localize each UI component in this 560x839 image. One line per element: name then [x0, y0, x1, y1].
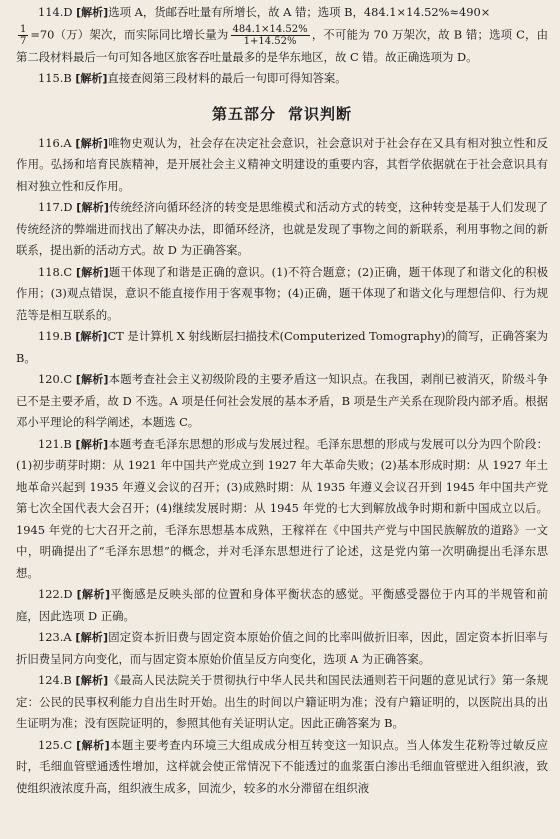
- question-number: 121.B: [38, 436, 72, 451]
- answer-text: 选项 A，货邮吞吐量有所增长，故 A 错；选项 B，484.1×14.52%≈490×: [108, 5, 491, 19]
- analysis-tag: [解析]: [75, 373, 109, 386]
- answer-124: [16, 670, 548, 735]
- answer-119: [16, 326, 548, 369]
- question-number: 117.D: [38, 200, 73, 214]
- answer-text: 唯物史观认为，社会存在决定社会意识，社会意识对于社会存在又具有相对独立性和反作用。弘扬和培育民族精神，是开展社会主义精神文明建设的重要内容，其哲学依据就在于社会意识具有相对独立性和反作用。: [16, 135, 548, 193]
- answer-text: 传统经济向循环经济的转变是思维模式和活动方式的转变，这种转变是基于人们发现了传统经济的弊端进而找出了解决办法，即循环经济，也就是发现了事物之间的新联系，利用事物之间的新联系，提出新的活动方式。故 D 为正确答案。: [16, 200, 548, 257]
- answer-text: 固定资本折旧费与固定资本原始价值之间的比率叫做折旧率，因此，固定资本折旧率与折旧费呈同方向变化，而与固定资本原始价值呈反方向变化，选项 A 为正确答案。: [16, 630, 548, 666]
- answer-120: [16, 369, 548, 434]
- answer-text: 题干体现了和谐是正确的意识。(1)不符合题意；(2)正确，题干体现了和谐文化的积极作用；(3)观点错误，意识不能直接作用于客观事物；(4)正确，题干体现了和谐文化与理想信仰、行为规范等是相互联系的。: [16, 264, 549, 322]
- answer-text: =70（万）架次，而实际同比增长量为: [30, 27, 229, 41]
- section-heading: [16, 104, 548, 124]
- question-number: 114.D: [38, 5, 73, 19]
- question-number: 122.D: [38, 587, 73, 601]
- answer-114-continued: [16, 24, 548, 69]
- fraction-growth: $\frac{484.1\times 14.52\%}{1+14.52\%}$: [232, 23, 308, 47]
- question-number: 125.C: [38, 737, 73, 752]
- answer-125: [16, 735, 548, 800]
- answer-text: ，不可能为 70 万架次，故 B 错；选项 C，由第二段材料最后一句可知各地区旅客吞吐量最多的是华东地区，故 C 错。故正确选项为 D。: [16, 27, 548, 64]
- answer-text: 平衡感是反映头部的位置和身体平衡状态的感觉。平衡感受器位于内耳的半规管和前庭，因此选项 D 正确。: [16, 587, 548, 623]
- analysis-tag: [解析]: [76, 6, 109, 19]
- answer-121: [16, 434, 548, 585]
- analysis-tag: [解析]: [76, 738, 110, 752]
- answer-116: [16, 133, 548, 198]
- analysis-tag: [解析]: [75, 674, 109, 687]
- analysis-tag: [解析]: [76, 201, 109, 214]
- answer-text: 本题主要考查内环境三大组成成分相互转变这一知识点。当人体发生花粉等过敏反应时，毛细血管壁通透性增加，这样就会使正常情况下不能透过的血浆蛋白渗出毛细血管壁进入组织液，致使组织液浓度升高，组织液生成多，回流少，较多的水分滞留在组织液: [16, 737, 548, 795]
- analysis-tag: [解析]: [75, 437, 109, 451]
- answer-117: [16, 197, 548, 262]
- answer-123: [16, 627, 548, 670]
- question-number: 118.C: [38, 264, 73, 279]
- question-number: 120.C: [38, 372, 73, 386]
- answer-text: CT 是计算机 X 射线断层扫描技术(Computerized Tomography)的简写，正确答案为 B。: [16, 329, 548, 365]
- answer-text: 《最高人民法院关于贯彻执行中华人民共和国民法通则若干问题的意见试行》第一条规定：公民的民事权利能力自出生时开始。出生的时间以户籍证明为准；没有户籍证明的，以医院出具的出生证明为准；没有医院证明的，参照其他有关证明认定。因此正确答案为 B。: [16, 673, 548, 730]
- question-number: 115.B: [38, 71, 72, 85]
- analysis-tag: [解析]: [75, 265, 109, 279]
- answer-122: [16, 584, 548, 627]
- question-number: 124.B: [38, 673, 72, 687]
- question-number: 116.A: [38, 135, 72, 150]
- question-number: 119.B: [38, 329, 72, 343]
- answer-text: 直接查阅第三段材料的最后一句即可得知答案。: [107, 71, 347, 85]
- answer-text: 本题考查社会主义初级阶段的主要矛盾这一知识点。在我国，剥削已被消灭，阶级斗争已不是主要矛盾，故 D 不选。A 项是任何社会发展的基本矛盾，B 项是生产关系在现阶段内部矛盾。根据邓小平理论的科学阐述，本题选 C。: [16, 372, 548, 429]
- analysis-tag: [解析]: [75, 136, 109, 150]
- section-part: 第五部分: [211, 104, 276, 123]
- answer-text: 本题考查毛泽东思想的形成与发展过程。毛泽东思想的形成与发展可以分为四个阶段：(1)初步萌芽时期：从 1921 年中国共产党成立到 1927 年大革命失败；(2)基本形成时期：从 1927 年土地革命兴起到 1935 年遵义会议的召开；(3)成熟时期：从 1935 年遵义会议召开到 1945 年中国共产党第七次全国代表大会召开；(4)继续发展时期：从 1945 年党的七大到解放战争时期和新中国成立以后。1945 年党的七大召开之前，毛泽东思想基本成熟，王稼祥在《中国共产党与中国民族解放的道路》一文中，明确提出了“毛泽东思想”的概念，并对毛泽东思想进行了论述，这是党内第一次明确提出毛泽东思想。: [16, 436, 548, 580]
- answer-114: [16, 2, 548, 24]
- analysis-tag: [解析]: [76, 588, 110, 601]
- fraction-one-seventh: $\frac{1}{7}$: [20, 23, 27, 47]
- answer-115: [16, 68, 548, 90]
- question-number: 123.A: [38, 630, 72, 644]
- analysis-tag: [解析]: [75, 631, 109, 644]
- answer-118: [16, 262, 548, 327]
- analysis-tag: [解析]: [75, 330, 108, 343]
- section-name: 常识判断: [288, 104, 353, 123]
- analysis-tag: [解析]: [75, 72, 108, 85]
